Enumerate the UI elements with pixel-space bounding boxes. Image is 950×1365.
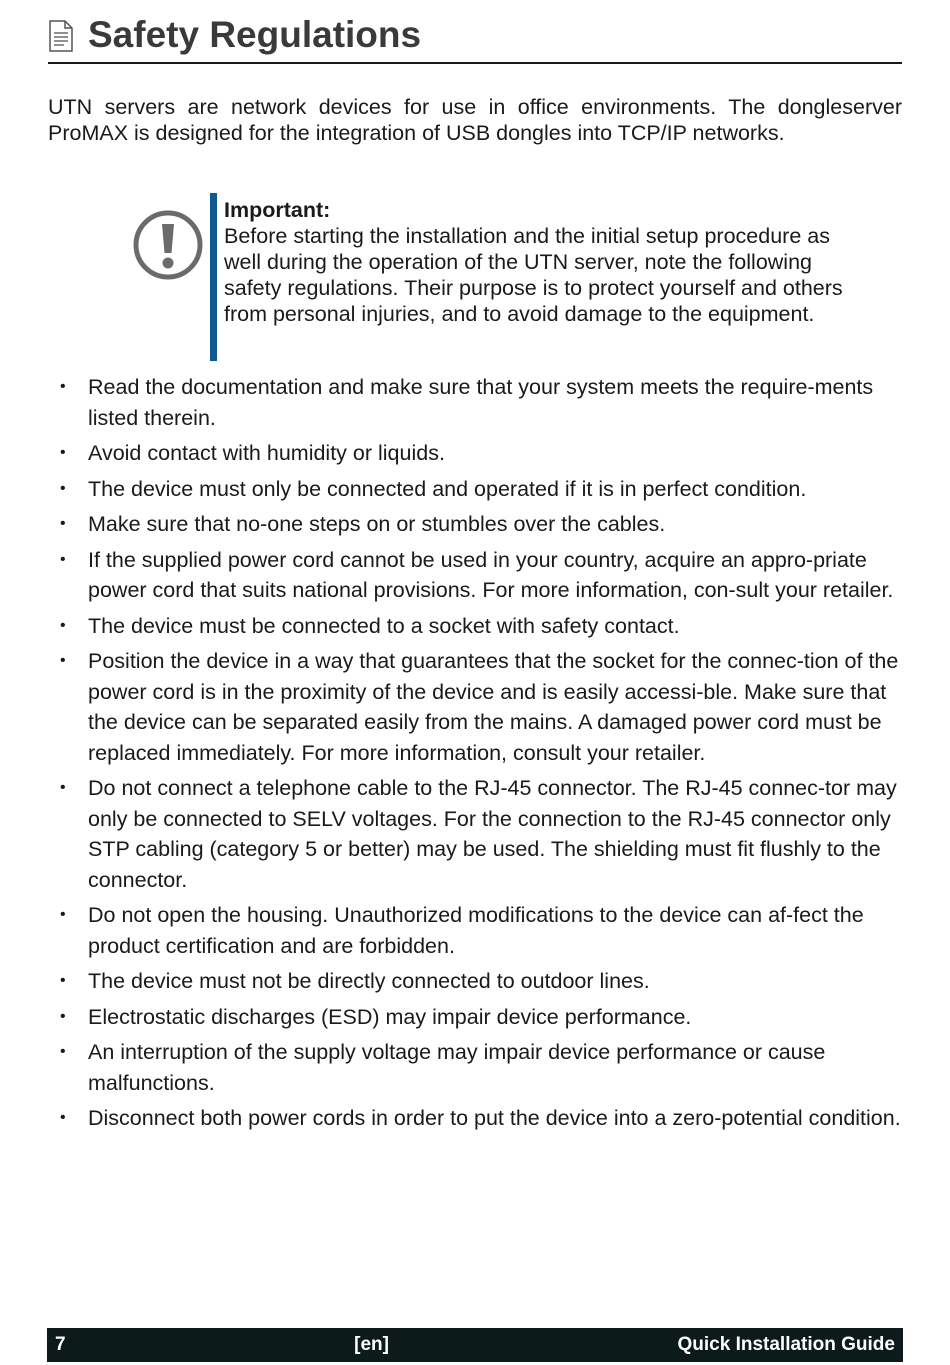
document-title: Quick Installation Guide bbox=[677, 1334, 895, 1355]
list-item: • Do not connect a telephone cable to the RJ-45 connector. The RJ-45 connec-tor may only be connected to SELV voltages. For the connection to the RJ-45 connector only STP cabling (category 5 or better) may be used. The shielding must fit flushly to the connector. bbox=[48, 773, 908, 895]
intro-paragraph: UTN servers are network devices for use in office environments. The dongleserver ProMAX is designed for the integration of USB dongles into TCP/IP networks. bbox=[48, 95, 902, 145]
safety-rules-list bbox=[48, 372, 908, 1139]
page-header bbox=[48, 8, 902, 64]
list-item: • The device must be connected to a socket with safety contact. bbox=[48, 611, 908, 642]
page-number: 7 bbox=[55, 1334, 66, 1355]
list-item: • An interruption of the supply voltage may impair device performance or cause malfunctions. bbox=[48, 1037, 908, 1098]
exclamation-circle-icon bbox=[130, 207, 206, 283]
list-item: • The device must only be connected and operated if it is in perfect condition. bbox=[48, 474, 908, 505]
list-item: • Read the documentation and make sure that your system meets the require-ments listed therein. bbox=[48, 372, 908, 433]
notice-text: Before starting the installation and the initial setup procedure as well during the operation of the UTN server, note the following safety regulations. Their purpose is to protect yourself and others from personal injuries, and to avoid damage to the equipment. bbox=[224, 224, 843, 326]
list-item: • If the supplied power cord cannot be used in your country, acquire an appro-priate power cord that suits national provisions. For more information, con-sult your retailer. bbox=[48, 545, 908, 606]
page-title: Safety Regulations bbox=[88, 14, 422, 55]
language-tag: [en] bbox=[354, 1334, 389, 1355]
list-item: • Position the device in a way that guarantees that the socket for the connec-tion of the power cord is in the proximity of the device and is easily accessi-ble. Make sure that the device can be separated easily from the mains. A damaged power cord must be replaced immediately. For more information, consult your retailer. bbox=[48, 646, 908, 768]
document-icon bbox=[48, 20, 74, 52]
list-item: • The device must not be directly connected to outdoor lines. bbox=[48, 966, 908, 997]
notice-heading: Important: bbox=[224, 198, 331, 222]
page-footer bbox=[47, 1328, 903, 1362]
list-item: • Avoid contact with humidity or liquids. bbox=[48, 438, 908, 469]
notice-body bbox=[224, 197, 844, 327]
list-item: • Electrostatic discharges (ESD) may impair device performance. bbox=[48, 1002, 908, 1033]
list-item: • Disconnect both power cords in order to put the device into a zero-potential condition. bbox=[48, 1103, 908, 1134]
important-notice bbox=[130, 193, 850, 361]
list-item: • Do not open the housing. Unauthorized modifications to the device can af-fect the product certification and are forbidden. bbox=[48, 900, 908, 961]
list-item: • Make sure that no-one steps on or stumbles over the cables. bbox=[48, 509, 908, 540]
notice-accent-bar bbox=[210, 193, 217, 361]
